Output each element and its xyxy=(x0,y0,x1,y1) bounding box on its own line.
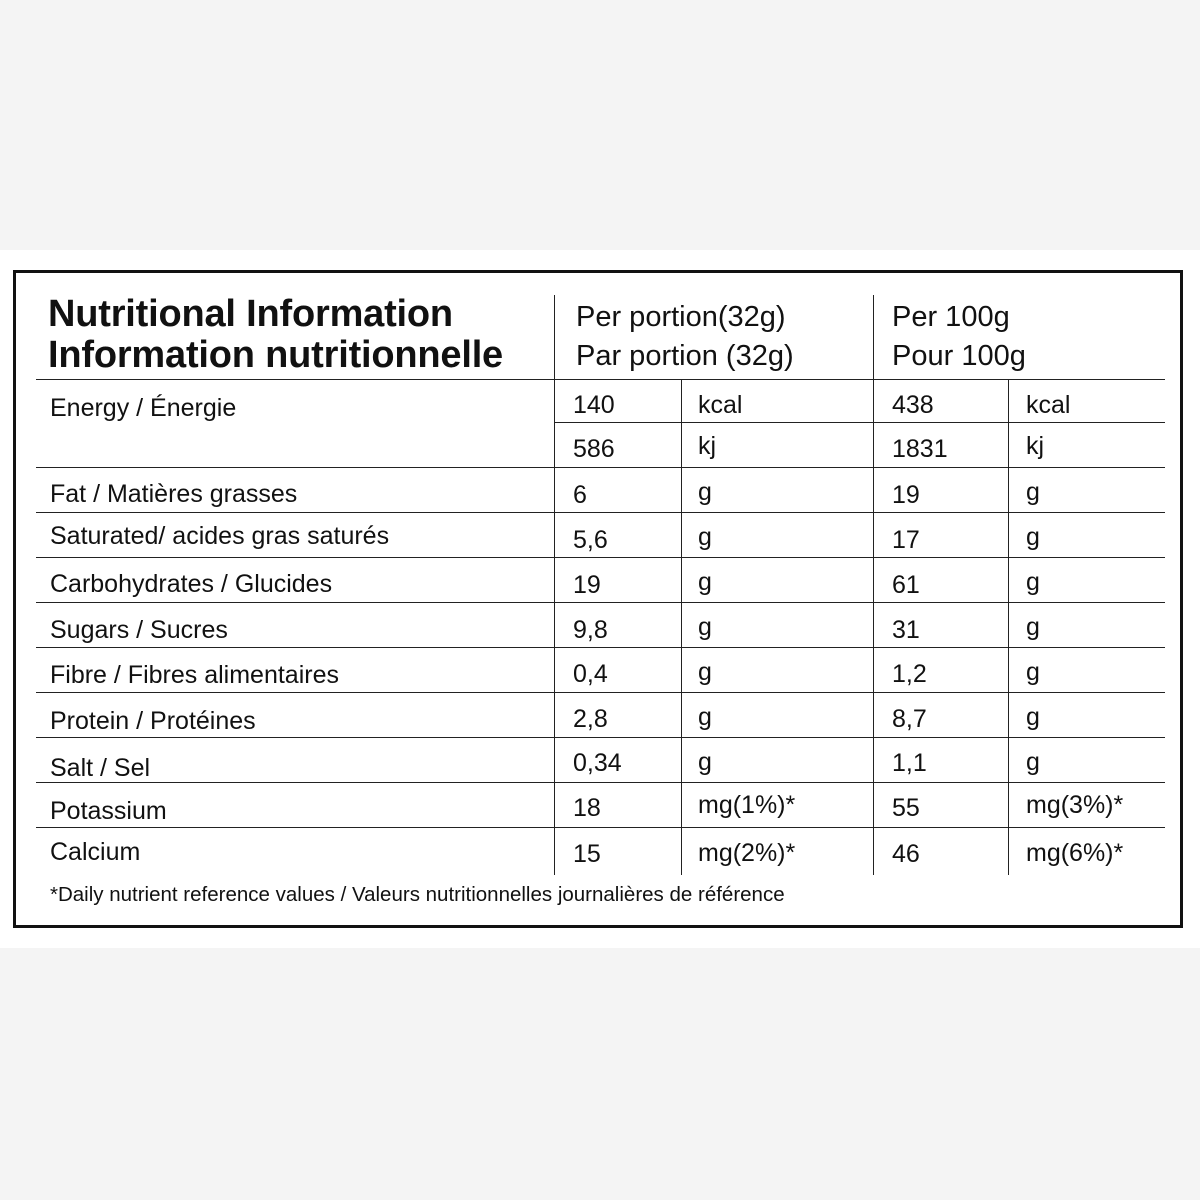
fibre-portion-unit: g xyxy=(698,658,712,686)
energy-kj-portion-unit: kj xyxy=(698,432,717,460)
salt-portion-unit: g xyxy=(698,748,712,776)
row-divider xyxy=(36,827,1165,828)
potassium-label: Potassium xyxy=(50,797,167,825)
energy-kj-100g-value: 1831 xyxy=(892,435,948,463)
sugars-portion-unit: g xyxy=(698,613,712,641)
column-header-portion-french: Par portion (32g) xyxy=(576,340,794,372)
column-divider-portion xyxy=(554,295,555,875)
fibre-100g-unit: g xyxy=(1026,658,1040,686)
fat-100g-value: 19 xyxy=(892,481,920,509)
calcium-portion-value: 15 xyxy=(573,840,601,868)
saturated-label: Saturated/ acides gras saturés xyxy=(50,522,390,550)
footnote: *Daily nutrient reference values / Valeurs nutritionnelles journalières de référence xyxy=(50,883,785,906)
sugars-portion-value: 9,8 xyxy=(573,616,608,644)
row-divider xyxy=(36,602,1165,603)
protein-100g-value: 8,7 xyxy=(892,705,927,733)
saturated-100g-unit: g xyxy=(1026,523,1040,551)
fat-portion-value: 6 xyxy=(573,481,587,509)
energy-sub-divider xyxy=(554,422,1165,423)
sugars-100g-value: 31 xyxy=(892,616,920,644)
energy-label: Energy / Énergie xyxy=(50,394,237,422)
protein-portion-value: 2,8 xyxy=(573,705,608,733)
header-divider xyxy=(36,379,1165,380)
protein-100g-unit: g xyxy=(1026,703,1040,731)
nutrition-label xyxy=(13,270,1183,928)
fibre-label: Fibre / Fibres alimentaires xyxy=(50,661,339,689)
fat-label: Fat / Matières grasses xyxy=(50,480,298,508)
column-divider-100g-unit xyxy=(1008,379,1009,875)
energy-kcal-portion-unit: kcal xyxy=(698,391,743,419)
energy-kj-portion-value: 586 xyxy=(573,435,615,463)
carbohydrates-portion-unit: g xyxy=(698,568,712,596)
saturated-portion-value: 5,6 xyxy=(573,526,608,554)
column-header-portion-english: Per portion(32g) xyxy=(576,301,786,333)
column-header-100g-french: Pour 100g xyxy=(892,340,1026,372)
potassium-100g-value: 55 xyxy=(892,794,920,822)
row-divider xyxy=(36,647,1165,648)
potassium-100g-unit: mg(3%)* xyxy=(1026,791,1124,819)
carbohydrates-100g-value: 61 xyxy=(892,571,920,599)
fat-100g-unit: g xyxy=(1026,478,1040,506)
row-divider xyxy=(36,557,1165,558)
potassium-portion-unit: mg(1%)* xyxy=(698,791,796,819)
row-divider xyxy=(36,512,1165,513)
calcium-label: Calcium xyxy=(50,838,141,866)
calcium-100g-unit: mg(6%)* xyxy=(1026,839,1124,867)
energy-kcal-100g-unit: kcal xyxy=(1026,391,1071,419)
row-divider xyxy=(36,737,1165,738)
energy-kcal-portion-value: 140 xyxy=(573,391,615,419)
potassium-portion-value: 18 xyxy=(573,794,601,822)
salt-100g-unit: g xyxy=(1026,748,1040,776)
title-english: Nutritional Information xyxy=(48,293,453,335)
column-header-100g-english: Per 100g xyxy=(892,301,1010,333)
carbohydrates-portion-value: 19 xyxy=(573,571,601,599)
protein-portion-unit: g xyxy=(698,703,712,731)
title-french: Information nutritionnelle xyxy=(48,334,503,376)
saturated-portion-unit: g xyxy=(698,523,712,551)
calcium-100g-value: 46 xyxy=(892,840,920,868)
salt-portion-value: 0,34 xyxy=(573,749,622,777)
row-divider xyxy=(36,467,1165,468)
energy-kj-100g-unit: kj xyxy=(1026,432,1045,460)
row-divider xyxy=(36,692,1165,693)
sugars-label: Sugars / Sucres xyxy=(50,616,228,644)
salt-label: Salt / Sel xyxy=(50,754,151,782)
energy-kcal-100g-value: 438 xyxy=(892,391,934,419)
column-divider-portion-unit xyxy=(681,379,682,875)
row-divider xyxy=(36,782,1165,783)
protein-label: Protein / Protéines xyxy=(50,707,256,735)
fibre-100g-value: 1,2 xyxy=(892,660,927,688)
white-background-band xyxy=(0,250,1200,948)
salt-100g-value: 1,1 xyxy=(892,749,927,777)
saturated-100g-value: 17 xyxy=(892,526,920,554)
carbohydrates-100g-unit: g xyxy=(1026,568,1040,596)
fat-portion-unit: g xyxy=(698,478,712,506)
column-divider-100g xyxy=(873,295,874,875)
sugars-100g-unit: g xyxy=(1026,613,1040,641)
carbohydrates-label: Carbohydrates / Glucides xyxy=(50,570,333,598)
calcium-portion-unit: mg(2%)* xyxy=(698,839,796,867)
fibre-portion-value: 0,4 xyxy=(573,660,608,688)
